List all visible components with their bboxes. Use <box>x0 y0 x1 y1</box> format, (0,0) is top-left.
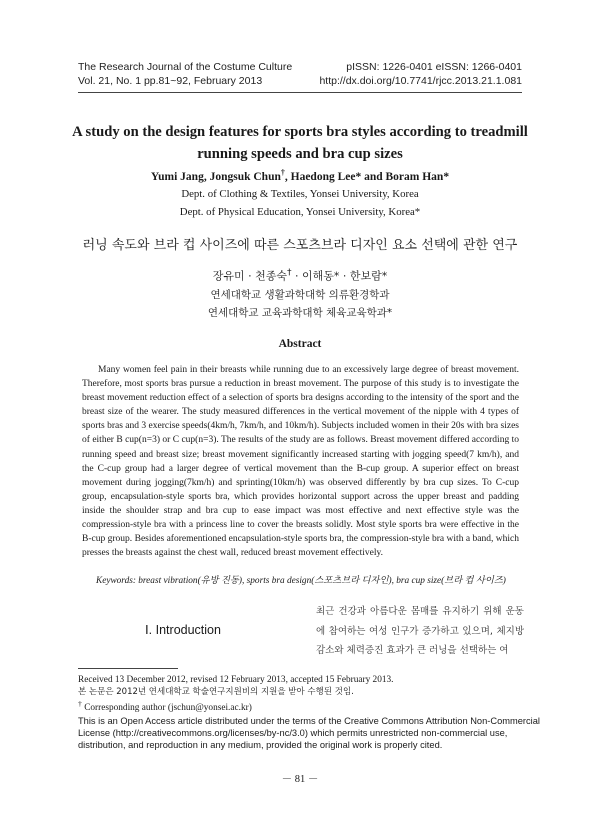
footnotes <box>78 674 540 751</box>
intro-body-ko: 최근 건강과 아름다운 몸매를 유지하기 위해 운동에 참여하는 여성 인구가 증가하고 있으며, 체지방 감소와 체력증진 효과가 큰 러닝을 선택하는 여 <box>316 606 524 656</box>
issn: pISSN: 1226-0401 eISSN: 1266-0401 <box>346 61 522 73</box>
page-number: － 81 － <box>281 774 319 785</box>
authors-en <box>60 168 540 183</box>
abstract-text: Many women feel pain in their breasts while running due to an excessively large degree of breast movement. Therefore, most sports bras pursue a reduction in breast movement. The purpose of this study is to investigate the breast movement reduction effect of a selection of sports bra designs according to the intensity of the sport and the breast size of the wearer. The study measured differences in the vertical movement of the nipple with 4 types of sports bras and 3 exercise speeds(4km/h, 7km/h, and 10km/h). Subjects included women in their 20s with bra sizes of either B cup(n=3) or C cup(n=3). The results of the study are as follows. Breast movement differed according to running speed and breast size; breast movement significantly increased starting with jogging speed(7 km/h), and the C-cup group had a larger degree of vertical movement than the B-cup group. A superior effect on breast movement during jogging(7km/h) and sprinting(10km/h) was observed differently by bra cup sizes. To C-cup group, encapsulation-style sports bra, which provides horizontal support across the upper breast and padding inside the shoulder strap and bra cup to ease impact was most effective and next effective style was the compression-style bra with a princess line to cover the breasts solidly. Most style sports bra were effective in the B-cup group. Besides aforementioned encapsulation-style sports bra, the compression-style bra with a band, which presses the breasts against the chest wall, reduced breast movement effectively. <box>82 365 519 559</box>
affiliation-ko: 연세대학교 교육과학대학 체육교육학과* <box>207 307 393 319</box>
author-name: Jongsuk Chun <box>209 170 281 183</box>
section-title: Ⅰ. Introduction <box>145 623 221 637</box>
author-names-ko: 장유미 · 천종숙 <box>212 269 287 283</box>
authors-ko <box>60 267 540 284</box>
corresponding-mark: † <box>280 168 285 177</box>
paper-title-ko: 러닝 속도와 브라 컵 사이즈에 따른 스포츠브라 디자인 요소 선택에 관한 연구 <box>82 238 518 253</box>
abstract-heading: Abstract <box>278 338 322 350</box>
author-name: Yumi Jang, <box>150 170 207 183</box>
journal-name: The Research Journal of the Costume Culture <box>78 61 293 73</box>
journal-header-left <box>78 60 292 88</box>
affiliation-ko: 연세대학교 생활과학대학 의류환경학과 <box>210 289 390 301</box>
header-divider <box>78 92 522 93</box>
author-name: , Haedong Lee* and Boram Han* <box>284 170 450 183</box>
corresponding-author: Corresponding author (jschun@yonsei.ac.kr) <box>81 703 252 714</box>
corresponding-note <box>78 698 540 714</box>
footnote-divider <box>78 668 178 669</box>
corresponding-mark: † <box>78 699 82 709</box>
funding-note: 본 논문은 2012년 연세대학교 학술연구지원비의 지원을 받아 수행된 것임. <box>78 687 354 698</box>
affiliation-en: Dept. of Physical Education, Yonsei University, Korea* <box>179 206 421 218</box>
affiliation-en: Dept. of Clothing & Textiles, Yonsei University, Korea <box>181 188 419 200</box>
journal-header-right <box>319 60 522 88</box>
received-dates: Received 13 December 2012, revised 12 February 2013, accepted 15 February 2013. <box>78 675 394 685</box>
keywords: Keywords: breast vibration(유방 진동), sports bra design(스포츠브라 디자인), bra cup size(브라 컵 사이즈) <box>96 576 506 586</box>
journal-volume: Vol. 21, No. 1 pp.81~92, February 2013 <box>78 75 263 87</box>
corresponding-mark: † <box>286 267 292 278</box>
doi-link[interactable]: http://dx.doi.org/10.7741/rjcc.2013.21.1.081 <box>319 75 522 87</box>
paper-title-en: A study on the design features for sports bra styles according to treadmill running speeds and bra cup sizes <box>72 124 528 162</box>
author-names-ko: · 이해동* · 한보람* <box>291 269 388 283</box>
license-note: This is an Open Access article distributed under the terms of the Creative Commons Attribution Non-Commercial License (http://creativecommons.org/licenses/by-nc/3.0) which permits unrestricted non-commercial use, distribution, and reproduction in any medium, provided the original work is properly cited. <box>78 715 540 751</box>
